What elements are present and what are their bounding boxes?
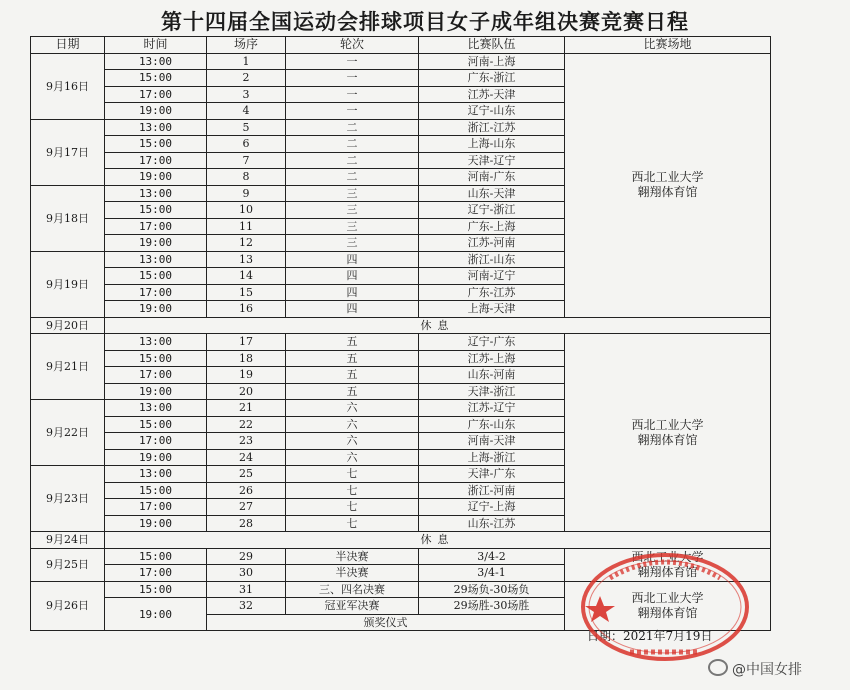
match-number-cell: 26 — [207, 482, 286, 499]
time-cell: 15:00 — [105, 136, 207, 153]
table-row — [31, 53, 771, 70]
date-cell: 9月23日 — [31, 466, 105, 532]
time-cell: 15:00 — [105, 581, 207, 598]
teams-cell: 河南-广东 — [419, 169, 565, 186]
match-number-cell: 31 — [207, 581, 286, 598]
match-number-cell: 7 — [207, 152, 286, 169]
round-cell: 四 — [286, 268, 419, 285]
teams-cell: 浙江-河南 — [419, 482, 565, 499]
time-cell: 15:00 — [105, 482, 207, 499]
match-number-cell: 23 — [207, 433, 286, 450]
match-number-cell: 32 — [207, 598, 286, 615]
date-cell: 9月26日 — [31, 581, 105, 631]
venue-cell — [565, 581, 771, 631]
round-cell: 七 — [286, 466, 419, 483]
table-row — [31, 581, 771, 598]
rest-day-cell: 休息 — [105, 317, 771, 334]
header-time: 时间 — [105, 37, 207, 54]
match-number-cell: 22 — [207, 416, 286, 433]
date-cell: 9月24日 — [31, 532, 105, 549]
teams-cell: 广东-上海 — [419, 218, 565, 235]
venue-cell — [565, 334, 771, 532]
teams-cell: 山东-江苏 — [419, 515, 565, 532]
ceremony-cell: 颁奖仪式 — [207, 614, 565, 631]
match-number-cell: 14 — [207, 268, 286, 285]
teams-cell: 天津-浙江 — [419, 383, 565, 400]
teams-cell: 广东-浙江 — [419, 70, 565, 87]
teams-cell: 江苏-辽宁 — [419, 400, 565, 417]
match-number-cell: 20 — [207, 383, 286, 400]
round-cell: 七 — [286, 499, 419, 516]
header-date: 日期 — [31, 37, 105, 54]
teams-cell: 天津-广东 — [419, 466, 565, 483]
time-cell: 15:00 — [105, 202, 207, 219]
date-cell: 9月16日 — [31, 53, 105, 119]
round-cell: 一 — [286, 103, 419, 120]
teams-cell: 29场负-30场负 — [419, 581, 565, 598]
match-number-cell: 11 — [207, 218, 286, 235]
watermark-text: @中国女排 — [732, 662, 802, 678]
round-cell: 一 — [286, 86, 419, 103]
match-number-cell: 21 — [207, 400, 286, 417]
match-number-cell: 15 — [207, 284, 286, 301]
teams-cell: 3/4-1 — [419, 565, 565, 582]
round-cell: 六 — [286, 433, 419, 450]
round-cell: 三、四名决赛 — [286, 581, 419, 598]
date-cell: 9月21日 — [31, 334, 105, 400]
match-number-cell: 4 — [207, 103, 286, 120]
table-row — [31, 317, 771, 334]
round-cell: 五 — [286, 367, 419, 384]
venue-cell — [565, 548, 771, 581]
venue-line: 翱翔体育馆 — [637, 564, 698, 579]
match-number-cell: 29 — [207, 548, 286, 565]
teams-cell: 辽宁-山东 — [419, 103, 565, 120]
teams-cell: 河南-天津 — [419, 433, 565, 450]
teams-cell: 江苏-天津 — [419, 86, 565, 103]
time-cell: 17:00 — [105, 86, 207, 103]
venue-line: 翱翔体育馆 — [637, 432, 698, 447]
time-cell: 19:00 — [105, 235, 207, 252]
header-teams: 比赛队伍 — [419, 37, 565, 54]
match-number-cell: 25 — [207, 466, 286, 483]
time-cell: 13:00 — [105, 53, 207, 70]
round-cell: 五 — [286, 383, 419, 400]
match-number-cell: 6 — [207, 136, 286, 153]
weibo-watermark — [708, 659, 802, 679]
round-cell: 五 — [286, 350, 419, 367]
round-cell: 一 — [286, 53, 419, 70]
time-cell: 17:00 — [105, 499, 207, 516]
date-cell: 9月19日 — [31, 251, 105, 317]
teams-cell: 河南-上海 — [419, 53, 565, 70]
round-cell: 三 — [286, 185, 419, 202]
table-row — [31, 532, 771, 549]
round-cell: 七 — [286, 515, 419, 532]
time-cell: 15:00 — [105, 416, 207, 433]
time-cell: 13:00 — [105, 251, 207, 268]
round-cell: 四 — [286, 251, 419, 268]
time-cell: 19:00 — [105, 449, 207, 466]
venue-line: 西北工业大学 — [631, 590, 704, 605]
time-cell: 13:00 — [105, 466, 207, 483]
round-cell: 半决赛 — [286, 548, 419, 565]
round-cell: 冠亚军决赛 — [286, 598, 419, 615]
time-cell: 17:00 — [105, 218, 207, 235]
teams-cell: 山东-天津 — [419, 185, 565, 202]
teams-cell: 3/4-2 — [419, 548, 565, 565]
date-cell: 9月18日 — [31, 185, 105, 251]
schedule-table — [30, 36, 771, 631]
time-cell: 17:00 — [105, 284, 207, 301]
round-cell: 三 — [286, 235, 419, 252]
time-cell: 13:00 — [105, 185, 207, 202]
header-venue: 比赛场地 — [565, 37, 771, 54]
round-cell: 半决赛 — [286, 565, 419, 582]
time-cell: 19:00 — [105, 383, 207, 400]
match-number-cell: 10 — [207, 202, 286, 219]
time-cell: 17:00 — [105, 433, 207, 450]
match-number-cell: 30 — [207, 565, 286, 582]
round-cell: 二 — [286, 136, 419, 153]
round-cell: 六 — [286, 449, 419, 466]
table-header-row — [31, 37, 771, 54]
teams-cell: 辽宁-广东 — [419, 334, 565, 351]
table-row — [31, 548, 771, 565]
round-cell: 四 — [286, 301, 419, 318]
footer-date: 日期：2021年7月19日 — [587, 629, 713, 643]
match-number-cell: 17 — [207, 334, 286, 351]
time-cell: 19:00 — [105, 103, 207, 120]
teams-cell: 上海-山东 — [419, 136, 565, 153]
teams-cell: 江苏-上海 — [419, 350, 565, 367]
time-cell: 19:00 — [105, 169, 207, 186]
match-number-cell: 24 — [207, 449, 286, 466]
teams-cell: 上海-天津 — [419, 301, 565, 318]
time-cell: 15:00 — [105, 350, 207, 367]
teams-cell: 29场胜-30场胜 — [419, 598, 565, 615]
match-number-cell: 16 — [207, 301, 286, 318]
teams-cell: 辽宁-浙江 — [419, 202, 565, 219]
round-cell: 二 — [286, 152, 419, 169]
match-number-cell: 28 — [207, 515, 286, 532]
venue-cell — [565, 53, 771, 317]
round-cell: 三 — [286, 218, 419, 235]
time-cell: 15:00 — [105, 268, 207, 285]
time-cell: 15:00 — [105, 548, 207, 565]
round-cell: 二 — [286, 169, 419, 186]
time-cell: 19:00 — [105, 515, 207, 532]
match-number-cell: 19 — [207, 367, 286, 384]
teams-cell: 辽宁-上海 — [419, 499, 565, 516]
weibo-icon — [708, 659, 728, 676]
date-cell: 9月17日 — [31, 119, 105, 185]
round-cell: 三 — [286, 202, 419, 219]
schedule-body — [31, 53, 771, 631]
round-cell: 六 — [286, 416, 419, 433]
venue-line: 翱翔体育馆 — [637, 185, 698, 199]
match-number-cell: 9 — [207, 185, 286, 202]
teams-cell: 山东-河南 — [419, 367, 565, 384]
match-number-cell: 8 — [207, 169, 286, 186]
teams-cell: 江苏-河南 — [419, 235, 565, 252]
round-cell: 二 — [286, 119, 419, 136]
time-cell: 17:00 — [105, 152, 207, 169]
time-cell: 19:00 — [105, 598, 207, 631]
date-cell: 9月25日 — [31, 548, 105, 581]
time-cell: 15:00 — [105, 70, 207, 87]
match-number-cell: 27 — [207, 499, 286, 516]
teams-cell: 上海-浙江 — [419, 449, 565, 466]
round-cell: 一 — [286, 70, 419, 87]
table-row — [31, 334, 771, 351]
match-number-cell: 18 — [207, 350, 286, 367]
teams-cell: 天津-辽宁 — [419, 152, 565, 169]
venue-line: 翱翔体育馆 — [637, 605, 698, 620]
match-number-cell: 2 — [207, 70, 286, 87]
time-cell: 13:00 — [105, 400, 207, 417]
teams-cell: 浙江-江苏 — [419, 119, 565, 136]
venue-line: 西北工业大学 — [631, 549, 704, 564]
page-title: 第十四届全国运动会排球项目女子成年组决赛竞赛日程 — [161, 9, 689, 34]
time-cell: 13:00 — [105, 119, 207, 136]
match-number-cell: 3 — [207, 86, 286, 103]
match-number-cell: 5 — [207, 119, 286, 136]
match-number-cell: 13 — [207, 251, 286, 268]
venue-line: 西北工业大学 — [631, 417, 704, 432]
venue-line: 西北工业大学 — [631, 170, 704, 184]
teams-cell: 广东-山东 — [419, 416, 565, 433]
time-cell: 19:00 — [105, 301, 207, 318]
round-cell: 六 — [286, 400, 419, 417]
round-cell: 七 — [286, 482, 419, 499]
time-cell: 17:00 — [105, 565, 207, 582]
teams-cell: 广东-江苏 — [419, 284, 565, 301]
date-cell: 9月22日 — [31, 400, 105, 466]
header-round: 轮次 — [286, 37, 419, 54]
round-cell: 五 — [286, 334, 419, 351]
round-cell: 四 — [286, 284, 419, 301]
date-cell: 9月20日 — [31, 317, 105, 334]
match-number-cell: 1 — [207, 53, 286, 70]
header-match: 场序 — [207, 37, 286, 54]
teams-cell: 浙江-山东 — [419, 251, 565, 268]
rest-day-cell: 休息 — [105, 532, 771, 549]
time-cell: 17:00 — [105, 367, 207, 384]
time-cell: 13:00 — [105, 334, 207, 351]
match-number-cell: 12 — [207, 235, 286, 252]
teams-cell: 河南-辽宁 — [419, 268, 565, 285]
